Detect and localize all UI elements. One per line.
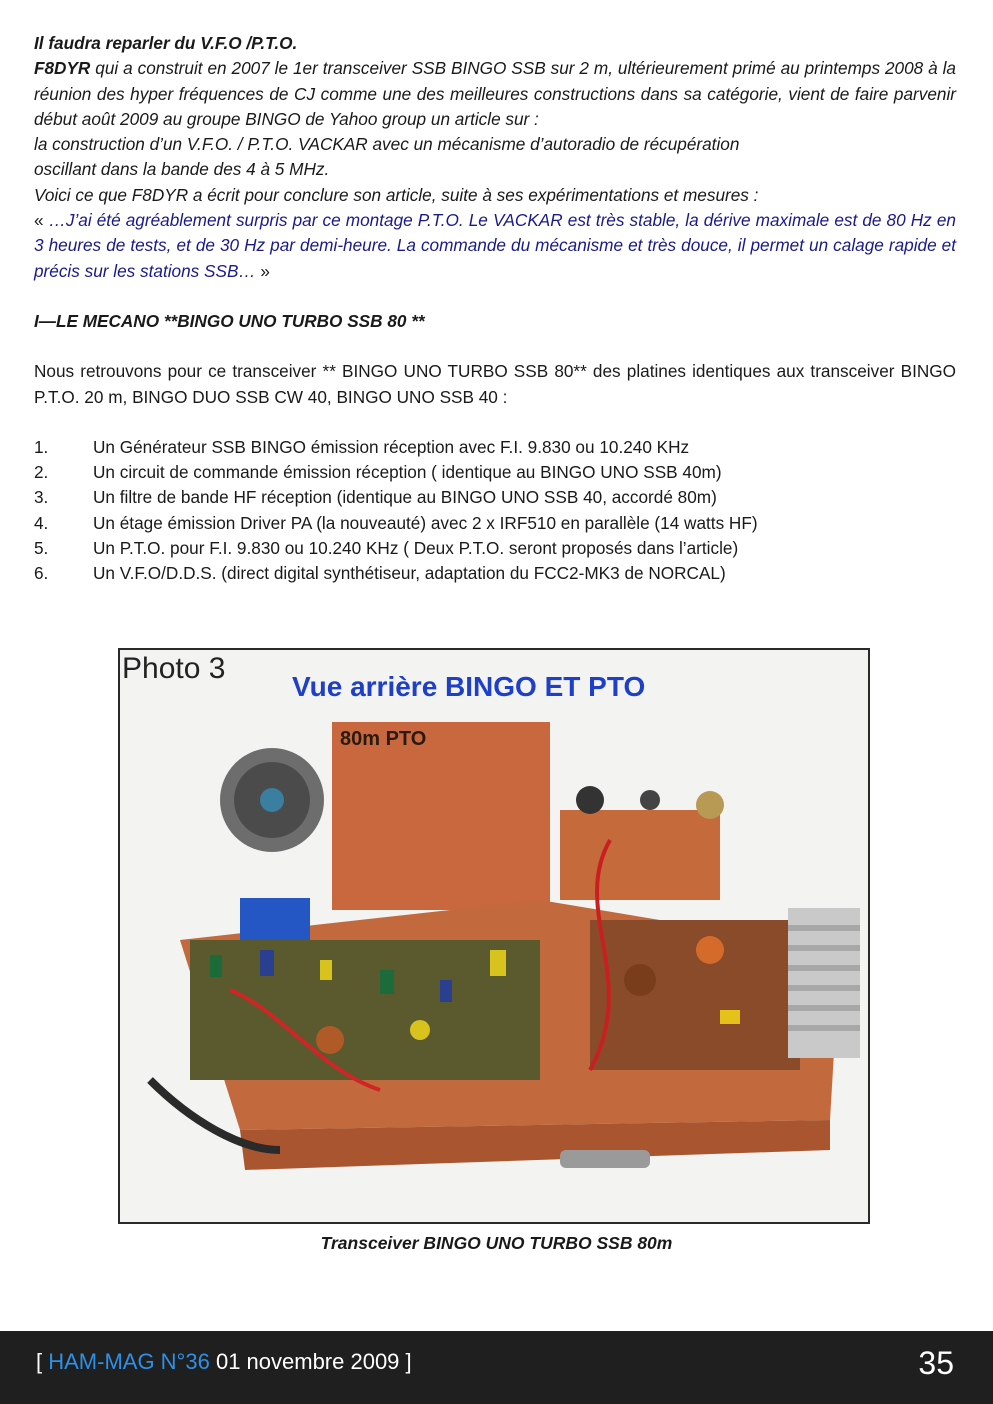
- list-item: 4. Un étage émission Driver PA (la nouveauté) avec 2 x IRF510 en parallèle (14 watts HF): [34, 512, 758, 533]
- article-body: [34, 31, 956, 587]
- intro-line-band: oscillant dans la bande des 4 à 5 MHz.: [34, 159, 330, 180]
- quote-text: …J’ai été agréablement surpris par ce montage P.T.O. Le VACKAR est très stable, la dérive maximale est de 80 Hz en 3 heures de tests, et de 30 Hz par demi-heure. La commande du mécanisme et très douce, il permet un calage rapide et précis sur les stations SSB…: [34, 210, 956, 281]
- photo-title: Vue arrière BINGO ET PTO: [292, 671, 646, 702]
- author-callsign: F8DYR: [34, 58, 91, 79]
- intro-paragraph: F8DYR qui a construit en 2007 le 1er transceiver SSB BINGO SSB sur 2 m, ultérieurement primé au printemps 2008 à la réunion des hyper fréquences de CJ comme une des meilleures constructions dans sa catégorie, vient de faire parvenir début août 2009 au groupe BINGO de Yahoo group un article sur :: [34, 58, 956, 129]
- transceiver-photo: [118, 648, 870, 1224]
- pto-panel: [332, 722, 550, 910]
- ssb-generator-board: [190, 940, 540, 1080]
- section-paragraph: Nous retrouvons pour ce transceiver ** BINGO UNO TURBO SSB 80** des platines identiques aux transceiver BINGO P.T.O. 20 m, BINGO DUO SSB CW 40, BINGO UNO SSB 40 :: [34, 361, 956, 407]
- pto-panel-label: 80m PTO: [340, 728, 427, 750]
- magazine-issue-link[interactable]: HAM-MAG N°36: [48, 1349, 210, 1374]
- list-item: 2. Un circuit de commande émission réception ( identique au BINGO UNO SSB 40m): [34, 462, 722, 483]
- components-list: [34, 435, 956, 587]
- list-item: 1. Un Générateur SSB BINGO émission réception avec F.I. 9.830 ou 10.240 KHz: [34, 436, 690, 457]
- photo-caption: Transceiver BINGO UNO TURBO SSB 80m: [320, 1233, 673, 1253]
- intro-line-construction: la construction d’un V.F.O. / P.T.O. VACKAR avec un mécanisme d’autoradio de récupération: [34, 134, 740, 155]
- list-item: 3. Un filtre de bande HF réception (identique au BINGO UNO SSB 40, accordé 80m): [34, 487, 717, 508]
- section-title: I—LE MECANO **BINGO UNO TURBO SSB 80 **: [34, 310, 425, 331]
- list-item: 6. Un V.F.O/D.D.S. (direct digital synthétiseur, adaptation du FCC2-MK3 de NORCAL): [34, 563, 726, 584]
- photo-label: Photo 3: [122, 652, 226, 685]
- list-item: 5. Un P.T.O. pour F.I. 9.830 ou 10.240 KHz ( Deux P.T.O. seront proposés dans l’article): [34, 538, 739, 559]
- pa-board: [590, 920, 800, 1070]
- page-number: 35: [918, 1345, 954, 1381]
- intro-heading: Il faudra reparler du V.F.O /P.T.O.: [34, 33, 298, 53]
- intro-line-conclusion: Voici ce que F8DYR a écrit pour conclure son article, suite à ses expérimentations et mesures :: [34, 184, 759, 205]
- page-footer: [ HAM-MAG N°36 01 novembre 2009 ] 35: [0, 1331, 993, 1404]
- issue-date: 01 novembre 2009 ]: [209, 1349, 412, 1374]
- quote-paragraph: « …J’ai été agréablement surpris par ce montage P.T.O. Le VACKAR est très stable, la dérive maximale est de 80 Hz en 3 heures de tests, et de 30 Hz par demi-heure. La commande du mécanisme et très douce, il permet un calage rapide et précis sur les stations SSB… »: [34, 210, 956, 281]
